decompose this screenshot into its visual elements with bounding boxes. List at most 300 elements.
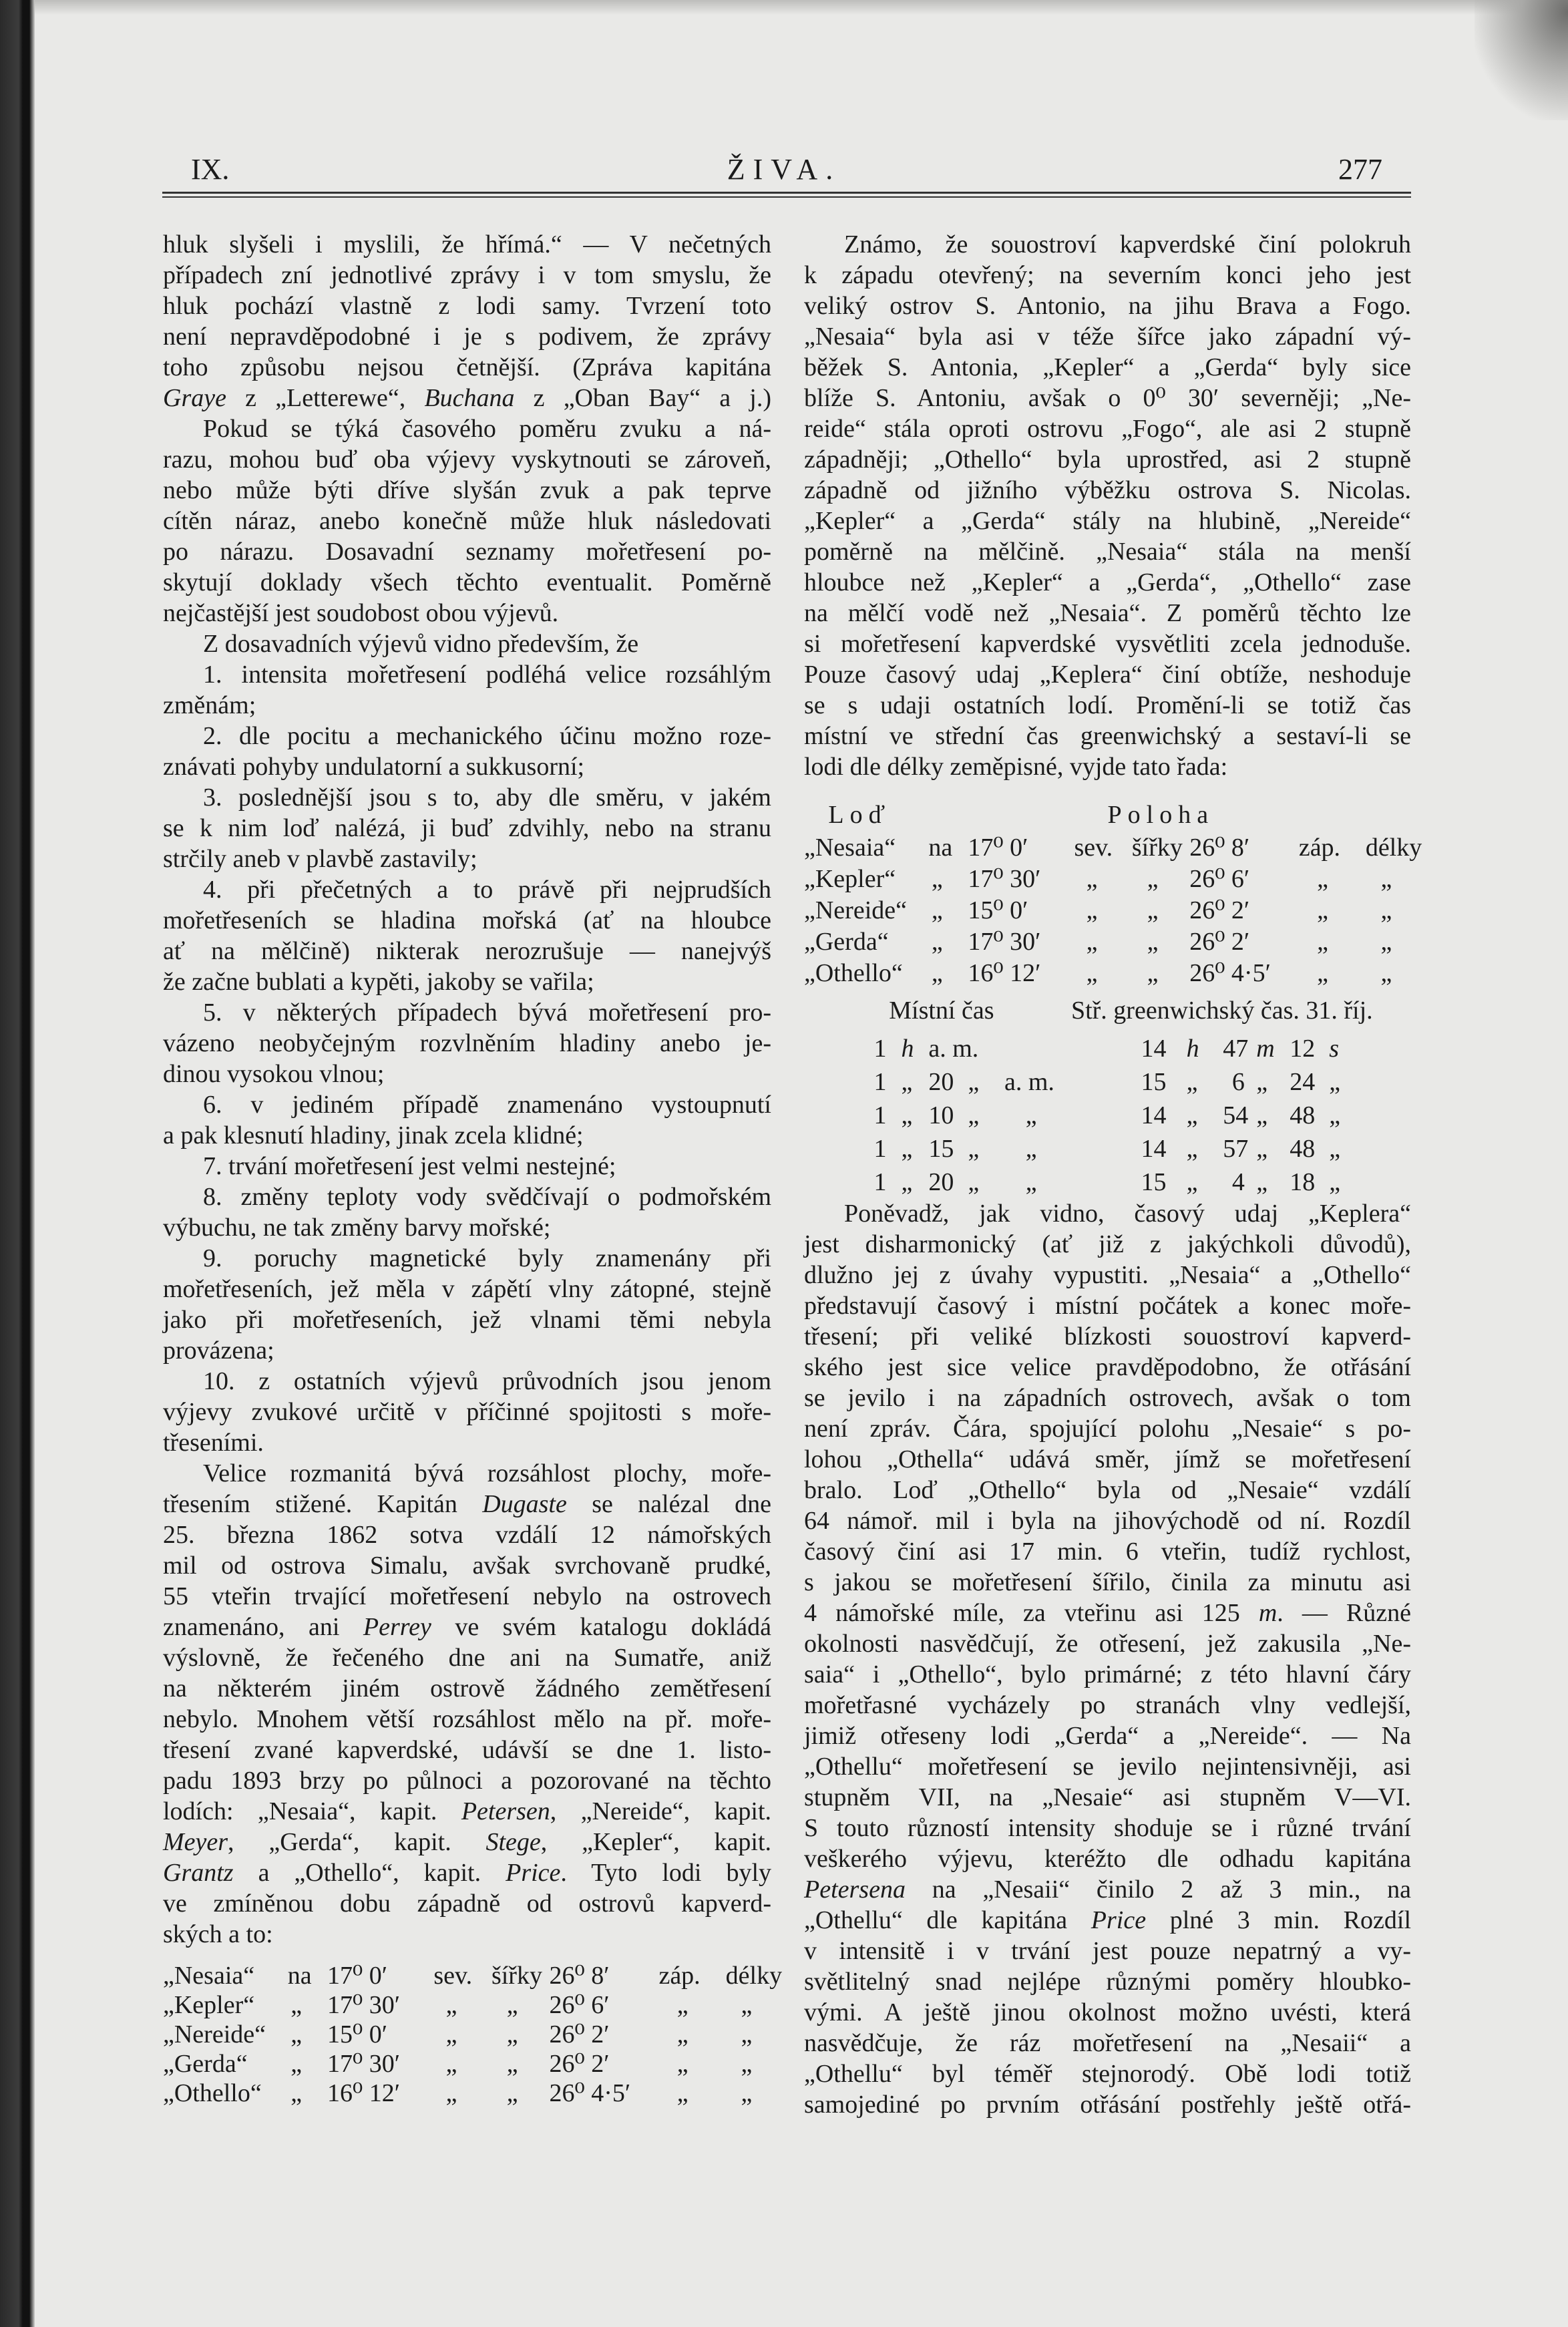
table-cell: „ [676, 2079, 689, 2107]
text-line [163, 1212, 771, 1243]
text-run: veliký ostrov S. Antonio, na jihu Brava a Fogo. [804, 292, 1411, 320]
text-line [163, 1765, 771, 1796]
text-run: ať na mělčině) nikterak nerozrušuje — nanejvýš [163, 937, 771, 965]
table-cell: „ [1025, 1168, 1037, 1196]
table-cell: „Gerda“ [804, 928, 889, 956]
table-row [163, 2020, 771, 2049]
table-cell: šířky [1131, 834, 1183, 862]
text-run: a „Othello“, kapit. [233, 1859, 506, 1887]
text-run: mořetřeseních se hladina mořská (ať na hloubce [163, 906, 771, 934]
journal-title: ŽIVA. [727, 153, 841, 186]
text-run: z „Oban Bay“ a j.) [514, 384, 771, 412]
table-cell: 24 [1290, 1068, 1316, 1096]
scan-smudge [1475, 0, 1568, 120]
text-run: v intensitě i v trvání jest pouze nepatrný a vy- [804, 1937, 1411, 1965]
italic-name: m [1258, 1599, 1278, 1627]
table-cell: a. m. [1004, 1068, 1054, 1096]
table-cell: „ [1186, 1135, 1198, 1163]
text-line [163, 1427, 771, 1458]
table-row [804, 832, 1422, 864]
text-line [804, 1260, 1411, 1290]
text-line [163, 690, 771, 721]
table-cell: „ [968, 1101, 980, 1129]
table-cell: 15 [1141, 1068, 1167, 1096]
table-cell: 26⁰ 6′ [549, 1991, 610, 2019]
text-line [163, 1120, 771, 1151]
text-run: třesení; při veliké blízkosti souostroví kapverd- [804, 1322, 1411, 1351]
text-line [163, 352, 771, 383]
text-line [163, 1059, 771, 1089]
text-line [804, 751, 1411, 782]
table-cell: 15 [1141, 1168, 1167, 1196]
table-cell: „ [931, 959, 943, 987]
text-line [804, 1813, 1411, 1843]
text-line [163, 567, 771, 598]
text-run: Pokud se týká časového poměru zvuku a ná- [203, 415, 771, 443]
text-line [163, 1796, 771, 1827]
text-run: dlužno jej z úvahy vypustiti. „Nesaia“ a „Othello“ [804, 1261, 1411, 1289]
text-run: ských a to: [163, 1920, 273, 1948]
table-cell: „ [1317, 896, 1328, 924]
table-cell: „ [901, 1168, 913, 1196]
table-cell: „ [1317, 959, 1328, 987]
text-line [163, 1366, 771, 1397]
table-cell: 26⁰ 4·5′ [1189, 959, 1271, 987]
right-column-text [804, 229, 1411, 782]
text-line [163, 1519, 771, 1550]
table-cell: „ [1147, 959, 1159, 987]
text-line [804, 475, 1411, 506]
table-cell: na [287, 1962, 312, 1990]
text-run: 25. března 1862 sotva vzdálí 12 námořských [163, 1521, 771, 1549]
text-run: představují časový i místní počátek a konec moře- [804, 1292, 1411, 1320]
table-cell: „Nesaia“ [804, 834, 896, 862]
text-line [804, 2058, 1411, 2089]
table-cell: „ [1380, 865, 1392, 893]
table-row [163, 2079, 771, 2108]
table-cell: „ [1086, 896, 1098, 924]
positions-table-header [804, 797, 1411, 832]
text-line [804, 1782, 1411, 1813]
text-run: 7. trvání mořetřesení jest velmi nestejné; [203, 1152, 616, 1180]
table-cell: „ [901, 1068, 913, 1096]
text-line [163, 1827, 771, 1857]
text-run: cítěn náraz, anebo konečně může hluk následovati [163, 507, 771, 535]
table-cell: „ [1147, 928, 1159, 956]
text-line [163, 444, 771, 475]
text-run: západně od jižního výběžku ostrova S. Nicolas. [804, 476, 1411, 504]
text-line [163, 1274, 771, 1304]
table-cell: délky [725, 1962, 783, 1990]
table-row [804, 1065, 1411, 1099]
italic-name: Price [506, 1859, 561, 1887]
text-line [804, 1198, 1411, 1229]
table-cell: „ [506, 2079, 518, 2107]
text-run: se jevilo i na západních ostrovech, avšak o tom [804, 1384, 1411, 1412]
text-line [804, 1598, 1411, 1628]
text-run: s jakou se mořetřesení šířilo, činila za minutu asi [804, 1568, 1411, 1596]
text-run: světlitelný snad nejlépe různými poměry hloubko- [804, 1968, 1411, 1996]
text-run: výjevy zvukové určitě v příčinné spojitosti s moře- [163, 1398, 771, 1426]
header-rule-bottom [162, 196, 1411, 198]
text-run: výslovně, že řečeného dne ani na Sumatře, aniž [163, 1644, 771, 1672]
italic-name: Price [1091, 1906, 1147, 1934]
text-line [804, 567, 1411, 598]
text-run: Pouze časový udaj „Keplera“ činí obtíže, neshoduje [804, 661, 1411, 689]
text-run: nebo může býti dříve slyšán zvuk a pak teprve [163, 476, 771, 504]
table-cell: „ [445, 2050, 457, 2078]
text-line [163, 629, 771, 659]
table-cell: sev. [433, 1962, 473, 1990]
table-row [163, 2049, 771, 2079]
table-cell: „ [1256, 1168, 1268, 1196]
text-line [163, 844, 771, 874]
table-cell: „ [1186, 1101, 1198, 1129]
text-run: znamenáno, ani [163, 1613, 363, 1641]
text-run: veškerého výjevu, kteréžto dle odhadu kapitána [804, 1845, 1411, 1873]
table-cell: „ [968, 1135, 980, 1163]
text-run: třeseními. [163, 1429, 264, 1457]
table-cell: 12 [1290, 1035, 1316, 1063]
text-line [163, 1243, 771, 1274]
text-line [163, 1919, 771, 1950]
text-line [163, 1089, 771, 1120]
table-row [804, 1032, 1411, 1065]
table-cell: h [901, 1035, 914, 1063]
left-positions-table [163, 1961, 783, 2108]
table-cell: „ [968, 1168, 980, 1196]
table-cell: „ [1025, 1101, 1037, 1129]
text-run: k západu otevřený; na severním konci jeho jest [804, 261, 1411, 289]
text-line [804, 536, 1411, 567]
table-cell: 26⁰ 6′ [1189, 865, 1250, 893]
table-cell: „ [1329, 1101, 1341, 1129]
italic-name: Dugaste [482, 1490, 567, 1518]
text-line [163, 1673, 771, 1704]
text-line [163, 1642, 771, 1673]
text-line [804, 1997, 1411, 2028]
text-run: hluk pochází vlastně z lodi samy. Tvrzení toto [163, 292, 771, 320]
text-run: třesením stižené. Kapitán [163, 1490, 483, 1518]
table-cell: 15⁰ 0′ [327, 2020, 388, 2048]
text-run: dinou vysokou vlnou; [163, 1060, 385, 1088]
text-run: není zpráv. Čára, spojující polohu „Nesaie“ s po- [804, 1415, 1411, 1443]
text-run: 64 námoř. mil i byla na jihovýchodě od ní. Rozdíl [804, 1507, 1411, 1535]
text-run: časový činí asi 17 min. 6 vteřin, tudíž rychlost, [804, 1538, 1411, 1566]
table-cell: „ [506, 1991, 518, 2019]
text-run: 5. v některých případech bývá mořetřesení pro- [203, 999, 771, 1027]
table-cell: 26⁰ 4·5′ [549, 2079, 631, 2107]
text-line [804, 690, 1411, 721]
text-run: . Tyto lodi byly [560, 1859, 772, 1887]
time-table-header [804, 993, 1411, 1032]
table-row [804, 1132, 1411, 1166]
text-run: 6. v jediném případě znamenáno vystoupnutí [203, 1091, 771, 1119]
text-line [804, 1383, 1411, 1413]
table-cell: „ [506, 2050, 518, 2078]
table-cell: 1 [873, 1035, 887, 1063]
table-cell: 17⁰ 30′ [968, 928, 1041, 956]
text-line [804, 1966, 1411, 1997]
italic-name: Petersen [461, 1797, 550, 1825]
table-cell: 10 [928, 1101, 954, 1129]
text-run: lodích: „Nesaia“, kapit. [163, 1797, 461, 1825]
table-cell: 48 [1290, 1135, 1316, 1163]
table-cell: záp. [658, 1962, 701, 1990]
position-column-header: Poloha [1107, 801, 1215, 829]
table-cell: 4 [1231, 1168, 1245, 1196]
italic-name: Graye [163, 384, 226, 412]
table-cell: 20 [928, 1068, 954, 1096]
table-cell: „ [1329, 1135, 1341, 1163]
text-run: 4. při přečetných a to právě při nejprudších [203, 876, 771, 904]
text-line [804, 352, 1411, 383]
text-line [163, 751, 771, 782]
text-line [163, 1735, 771, 1765]
text-line [804, 1505, 1411, 1536]
table-cell: „ [1329, 1168, 1341, 1196]
table-cell: 48 [1290, 1101, 1316, 1129]
text-line [163, 1489, 771, 1519]
table-cell: „ [931, 928, 943, 956]
text-run: lohou „Othella“ udává směr, jímž se mořetřesení [804, 1445, 1411, 1473]
local-time-header: Místní čas [889, 997, 994, 1025]
table-cell: 1 [873, 1101, 887, 1129]
text-line [163, 1397, 771, 1427]
text-run: Z dosavadních výjevů vidno především, že [203, 630, 639, 658]
table-cell: „ [1186, 1068, 1198, 1096]
text-run: nejčastější jest soudobost obou výjevů. [163, 599, 559, 627]
text-run: , „Kepler“, kapit. [540, 1828, 771, 1856]
table-row [804, 895, 1411, 926]
text-run: 3. poslednější jsou s to, aby dle směru, v jakém [203, 783, 771, 812]
italic-name: Grantz [163, 1859, 234, 1887]
text-line [804, 1721, 1411, 1751]
table-cell: 15 [928, 1135, 954, 1163]
text-run: Známo, že souostroví kapverdské činí polokruh [844, 230, 1411, 258]
table-cell: a. m. [928, 1035, 979, 1063]
text-line [804, 260, 1411, 291]
table-cell: „ [1147, 896, 1159, 924]
text-run: znávati pohyby undulatorní a sukkusorní; [163, 753, 585, 781]
text-run: 1. intensita mořetřesení podléhá velice rozsáhlým [203, 661, 771, 689]
text-line [163, 1182, 771, 1212]
table-cell: „ [1025, 1135, 1037, 1163]
table-row [804, 1166, 1411, 1199]
text-line [804, 598, 1411, 629]
text-line [804, 1536, 1411, 1567]
text-line [804, 2028, 1411, 2058]
table-cell: „ [290, 1991, 303, 2019]
text-line [804, 2089, 1411, 2120]
text-run: okolnosti nasvědčují, že otřesení, jež zakusila „Ne- [804, 1630, 1411, 1658]
text-run: hluk slyšeli i myslili, že hřímá.“ — V nečetných [163, 230, 771, 258]
text-line [804, 1690, 1411, 1721]
table-cell: „ [676, 1991, 689, 2019]
text-run: provázena; [163, 1336, 274, 1365]
text-run: Poněvadž, jak vidno, časový udaj „Keplera“ [844, 1200, 1411, 1228]
text-run: 9. poruchy magnetické byly znamenány při [203, 1244, 771, 1272]
text-run: po nárazu. Dosavadní seznamy mořetřesení po- [163, 538, 771, 566]
text-run: , „Nereide“, kapit. [550, 1797, 772, 1825]
text-run: se k nim loď nalézá, ji buď zdvihly, nebo na stranu [163, 814, 771, 842]
table-cell: h [1186, 1035, 1199, 1063]
table-cell: „ [1317, 865, 1328, 893]
text-line [804, 721, 1411, 751]
table-cell: „Nereide“ [163, 2020, 266, 2048]
scan-left-edge [0, 0, 35, 2327]
text-run: Velice rozmanitá bývá rozsáhlost plochy, moře- [203, 1459, 771, 1487]
table-cell: „ [676, 2020, 689, 2048]
text-line [804, 1567, 1411, 1598]
table-row [163, 1990, 771, 2020]
text-line [163, 1550, 771, 1581]
text-run: ve svém katalogu dokládá [431, 1613, 772, 1641]
text-line [163, 506, 771, 536]
text-run: hloubce než „Kepler“ a „Gerda“, „Othello“ zase [804, 568, 1411, 596]
table-cell: „ [931, 865, 943, 893]
table-cell: 26⁰ 2′ [549, 2020, 610, 2048]
text-run: plné 3 min. Rozdíl [1146, 1906, 1411, 1934]
table-cell: 16⁰ 12′ [327, 2079, 401, 2107]
table-cell: 20 [928, 1168, 954, 1196]
table-cell: m [1256, 1035, 1275, 1063]
text-run: blíže S. Antoniu, avšak o 0⁰ 30′ severněji; „Ne- [804, 384, 1411, 412]
text-run: 8. změny teploty vody svědčívají o podmořském [203, 1183, 771, 1211]
table-cell: 26⁰ 2′ [549, 2050, 610, 2078]
text-line [804, 1874, 1411, 1905]
table-row [804, 958, 1411, 989]
text-line [804, 1321, 1411, 1352]
text-run: 2. dle pocitu a mechanického účinu možno roze- [203, 722, 771, 750]
text-line [163, 936, 771, 966]
text-line [804, 659, 1411, 690]
page-number: 277 [1338, 153, 1382, 186]
text-line [804, 1905, 1411, 1936]
table-cell: záp. [1298, 834, 1341, 862]
table-cell: „ [676, 2050, 689, 2078]
left-column-text [163, 229, 771, 1950]
table-cell: „ [290, 2079, 303, 2107]
text-line [163, 321, 771, 352]
text-line [804, 1659, 1411, 1690]
text-line [163, 1612, 771, 1642]
table-cell: „ [741, 2079, 753, 2107]
right-column-text-continued [804, 1198, 1411, 2120]
table-cell: 26⁰ 8′ [1189, 834, 1250, 862]
text-run: toho způsobu nejsou četnější. (Zpráva kapitána [163, 353, 771, 381]
text-run: , „Gerda“, kapit. [228, 1828, 486, 1856]
text-run: „Nesaia“ byla asi v téže šířce jako západní vý- [804, 323, 1411, 351]
text-run: skytují doklady všech těchto eventualit. Poměrně [163, 568, 771, 596]
table-cell: „ [1086, 865, 1098, 893]
text-run: třesení zvané kapverdské, udávší se dne 1. listo- [163, 1736, 771, 1764]
table-cell: „ [1380, 959, 1392, 987]
table-cell: 16⁰ 12′ [968, 959, 1041, 987]
text-run: na „Nesaii“ činilo 2 až 3 min., na [905, 1875, 1411, 1904]
text-line [804, 1290, 1411, 1321]
table-cell: 15⁰ 0′ [968, 896, 1028, 924]
text-line [163, 598, 771, 629]
table-cell: „ [290, 2050, 303, 2078]
text-line [163, 1704, 771, 1735]
text-run: západněji; „Othello“ byla uprostřed, asi 2 stupně [804, 445, 1411, 474]
text-line [163, 966, 771, 997]
text-run: vázeno neobyčejným rozvlněním hladiny anebo je- [163, 1029, 771, 1057]
text-run: že začne bublati a kypěti, jakoby se vařila; [163, 968, 594, 996]
table-cell: „Othello“ [804, 959, 903, 987]
text-line [163, 905, 771, 936]
text-run: . — Různé [1277, 1599, 1411, 1627]
italic-name: Perrey [363, 1613, 431, 1641]
table-cell: „ [1256, 1135, 1268, 1163]
text-line [804, 629, 1411, 659]
text-line [804, 413, 1411, 444]
text-line [163, 1581, 771, 1612]
text-run: výbuchu, ne tak změny barvy mořské; [163, 1214, 551, 1242]
text-line [804, 506, 1411, 536]
table-cell: „ [1329, 1068, 1341, 1096]
text-run: z „Letterewe“, [226, 384, 425, 412]
table-cell: „ [741, 2050, 753, 2078]
table-cell: „ [741, 2020, 753, 2048]
italic-name: Meyer [163, 1828, 228, 1856]
text-run: není nepravděpodobné i je s podivem, že zprávy [163, 323, 771, 351]
text-line [804, 1444, 1411, 1475]
text-run: se s udaji ostatních lodí. Promění-li se totiž čas [804, 691, 1411, 719]
text-run: 4 námořské míle, za vteřinu asi 125 [804, 1599, 1259, 1627]
text-line [163, 1857, 771, 1888]
text-line [163, 1888, 771, 1919]
table-row [163, 1961, 783, 1990]
text-line [163, 536, 771, 567]
table-row [804, 864, 1411, 895]
text-run: jest disharmonický (ať již z jakýchkoli důvodů), [804, 1230, 1411, 1258]
table-cell: „ [1086, 928, 1098, 956]
table-cell: „ [901, 1101, 913, 1129]
table-cell: 1 [873, 1135, 887, 1163]
time-table [804, 993, 1411, 1199]
text-run: padu 1893 brzy po půlnoci a pozorované na těchto [163, 1767, 771, 1795]
text-run: stupněm VII, na „Nesaie“ asi stupněm V—VI. [804, 1783, 1411, 1811]
text-line [163, 229, 771, 260]
table-cell: 47 [1223, 1035, 1249, 1063]
table-cell: „ [1186, 1168, 1198, 1196]
text-run: se nalézal dne [566, 1490, 771, 1518]
text-line [804, 1936, 1411, 1966]
table-cell: „ [1380, 928, 1392, 956]
table-cell: 18 [1290, 1168, 1316, 1196]
table-cell: „ [445, 1991, 457, 2019]
ship-column-header: Loď [828, 801, 892, 829]
text-run: nebylo. Mnohem větší rozsáhlost mělo na př. moře- [163, 1705, 771, 1733]
text-line [163, 1458, 771, 1489]
table-cell: „ [290, 2020, 303, 2048]
text-line [804, 291, 1411, 321]
greenwich-time-header: Stř. greenwichský čas. 31. říj. [1070, 997, 1373, 1025]
text-run: „Othellu“ byl téměř stejnorodý. Obě lodi totiž [804, 2060, 1411, 2088]
table-cell: „ [1256, 1101, 1268, 1129]
table-cell: „ [901, 1135, 913, 1163]
table-cell: „Gerda“ [163, 2050, 248, 2078]
text-run: poměrně na mělčině. „Nesaia“ stála na menší [804, 538, 1411, 566]
text-run: vými. A ještě jinou okolnost možno uvésti, která [804, 1998, 1411, 2026]
text-run: mil od ostrova Simalu, avšak svrchovaně prudké, [163, 1552, 771, 1580]
text-line [163, 659, 771, 690]
table-cell: „ [968, 1068, 980, 1096]
text-line [804, 229, 1411, 260]
table-cell: 1 [873, 1068, 887, 1096]
